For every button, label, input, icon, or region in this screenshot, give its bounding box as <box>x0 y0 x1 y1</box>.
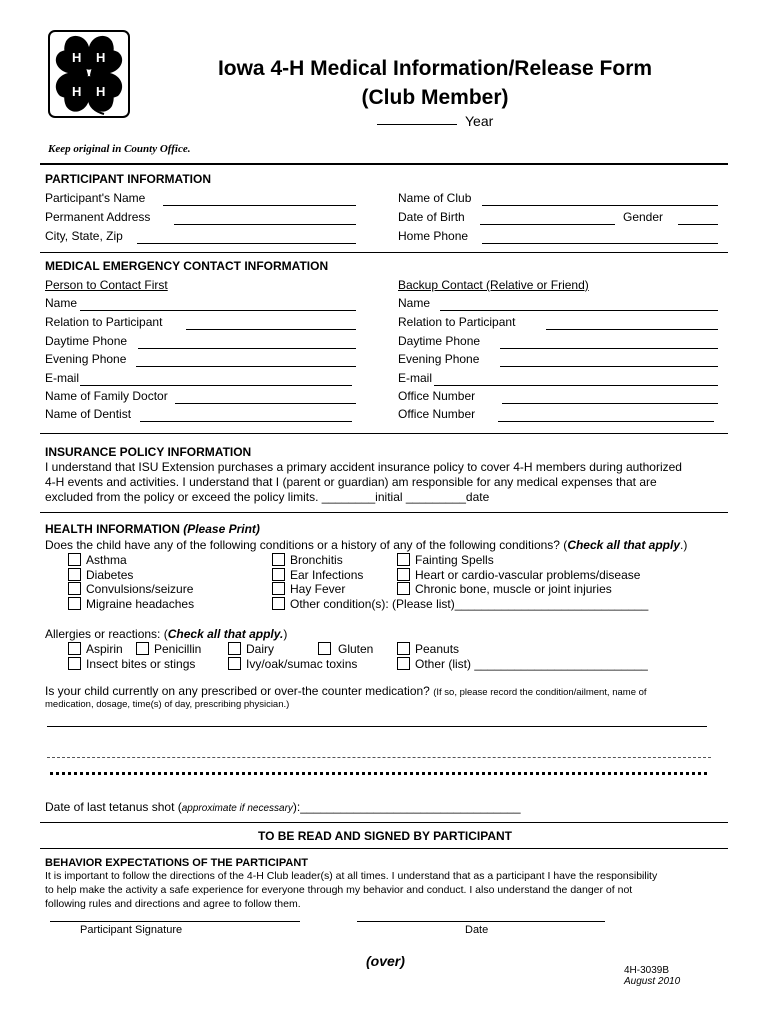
signature-date-label: Date <box>465 924 489 936</box>
medication-field-2[interactable] <box>47 757 711 758</box>
allergy-penicillin[interactable] <box>136 642 201 656</box>
insurance-text-2: 4-H events and activities. I understand that I (parent or guardian) am responsible for any medical expenses that are <box>45 475 657 489</box>
checkbox[interactable] <box>397 657 410 670</box>
condition-diabetes[interactable] <box>68 568 133 582</box>
behavior-text-1: It is important to follow the directions of the 4-H Club leader(s) at all times. I understand that as a participant I have the responsibility <box>45 870 658 882</box>
office-number-label: Office Number <box>398 389 476 403</box>
divider <box>40 822 728 823</box>
allergy-label: Gluten <box>338 642 374 656</box>
condition-hay-fever[interactable] <box>272 582 345 596</box>
signature-heading: TO BE READ AND SIGNED BY PARTICIPANT <box>257 829 513 843</box>
backup-relation-field[interactable] <box>546 329 718 330</box>
allergy-peanuts[interactable] <box>397 642 459 656</box>
condition-migraine[interactable] <box>68 597 194 611</box>
allergy-insect[interactable] <box>68 657 195 671</box>
insurance-text-1: I understand that ISU Extension purchases a primary accident insurance policy to cover 4-H members during authorized <box>45 460 682 474</box>
condition-label: Hay Fever <box>290 582 346 596</box>
checkbox[interactable] <box>397 568 410 581</box>
allergy-label: Aspirin <box>86 642 123 656</box>
tetanus-text: Date of last tetanus shot ( <box>45 800 182 814</box>
over-label: (over) <box>366 953 405 969</box>
divider <box>40 252 728 253</box>
year-label: Year <box>465 113 494 129</box>
health-heading-text: HEALTH INFORMATION <box>45 522 180 536</box>
medication-note: (If so, please record the condition/ailment, name of <box>433 687 647 698</box>
checkbox[interactable] <box>68 582 81 595</box>
health-question-close: .) <box>680 538 688 552</box>
allergies-check-note: Check all that apply. <box>167 627 284 641</box>
primary-email-label: E-mail <box>45 371 80 385</box>
dob-field[interactable] <box>480 224 615 225</box>
condition-asthma[interactable] <box>68 553 127 567</box>
primary-email-field[interactable] <box>80 385 352 386</box>
participant-signature-label: Participant Signature <box>80 924 183 936</box>
divider <box>40 433 728 434</box>
allergy-label: Other (list) __________________________ <box>415 657 648 671</box>
backup-eve-phone-label: Evening Phone <box>398 352 480 366</box>
medication-note-2: medication, dosage, time(s) of day, prescribing physician.) <box>45 699 290 710</box>
doctor-label: Name of Family Doctor <box>45 389 168 403</box>
checkbox[interactable] <box>68 553 81 566</box>
svg-text:H: H <box>96 84 106 99</box>
checkbox[interactable] <box>272 553 285 566</box>
office-number-field-2[interactable] <box>498 421 714 422</box>
health-heading <box>45 522 260 536</box>
condition-label: Other condition(s): (Please list)_____________________________ <box>290 597 649 611</box>
svg-text:H: H <box>72 50 82 65</box>
allergy-label: Dairy <box>246 642 275 656</box>
insurance-heading: INSURANCE POLICY INFORMATION <box>45 445 252 459</box>
checkbox[interactable] <box>68 642 81 655</box>
medication-field-3[interactable] <box>50 772 707 775</box>
emergency-heading: MEDICAL EMERGENCY CONTACT INFORMATION <box>45 259 329 273</box>
condition-other[interactable] <box>272 597 648 611</box>
divider <box>40 512 728 513</box>
office-number-field[interactable] <box>502 403 718 404</box>
home-phone-field[interactable] <box>482 243 718 244</box>
allergy-label: Peanuts <box>415 642 460 656</box>
year-line[interactable] <box>377 124 457 125</box>
allergy-other[interactable] <box>397 657 648 671</box>
condition-label: Heart or cardio-vascular problems/disease <box>415 568 641 582</box>
primary-day-phone-field[interactable] <box>138 348 356 349</box>
primary-contact-title: Person to Contact First <box>45 278 168 292</box>
backup-day-phone-field[interactable] <box>500 348 718 349</box>
medication-field-1[interactable] <box>47 726 707 727</box>
health-question-text: Does the child have any of the following conditions or a history of any of the following conditions? ( <box>45 538 568 552</box>
allergy-label: Penicillin <box>154 642 202 656</box>
keep-original-note: Keep original in County Office. <box>48 143 191 155</box>
dentist-label: Name of Dentist <box>45 407 132 421</box>
participant-heading: PARTICIPANT INFORMATION <box>45 172 211 186</box>
allergies-text: Allergies or reactions: ( <box>45 627 168 641</box>
tetanus-note: approximate if necessary <box>181 803 293 814</box>
dentist-field[interactable] <box>140 421 352 422</box>
allergy-label: Ivy/oak/sumac toxins <box>246 657 358 671</box>
dob-label: Date of Birth <box>398 210 465 224</box>
condition-label: Chronic bone, muscle or joint injuries <box>415 582 612 596</box>
gender-field[interactable] <box>678 224 718 225</box>
tetanus-field[interactable]: ):_________________________________ <box>292 800 521 814</box>
checkbox[interactable] <box>272 568 285 581</box>
checkbox[interactable] <box>228 657 241 670</box>
condition-label: Asthma <box>86 553 127 567</box>
health-heading-note: (Please Print) <box>183 522 260 536</box>
club-label: Name of Club <box>398 191 472 205</box>
svg-text:H: H <box>72 84 82 99</box>
primary-day-phone-label: Daytime Phone <box>45 334 128 348</box>
checkbox[interactable] <box>228 642 241 655</box>
allergies-label <box>45 627 287 641</box>
backup-relation-label: Relation to Participant <box>398 315 516 329</box>
signature-date-field[interactable] <box>357 921 605 922</box>
condition-label: Bronchitis <box>290 553 343 567</box>
insurance-text-3: excluded from the policy or exceed the policy limits. ________initial _________date <box>45 490 490 504</box>
doctor-field[interactable] <box>175 403 356 404</box>
participant-name-label: Participant's Name <box>45 191 146 205</box>
backup-name-field[interactable] <box>440 310 718 311</box>
divider <box>40 848 728 849</box>
condition-label: Ear Infections <box>290 568 364 582</box>
checkbox[interactable] <box>272 597 285 610</box>
city-label: City, State, Zip <box>45 229 123 243</box>
primary-name-field[interactable] <box>80 310 356 311</box>
address-label: Permanent Address <box>45 210 151 224</box>
allergies-close: ) <box>283 627 288 641</box>
backup-day-phone-label: Daytime Phone <box>398 334 481 348</box>
condition-label: Fainting Spells <box>415 553 494 567</box>
backup-email-field[interactable] <box>434 385 718 386</box>
behavior-text-3: following rules and directions and agree to follow them. <box>45 898 301 910</box>
checkbox[interactable] <box>272 582 285 595</box>
condition-heart[interactable] <box>397 568 640 582</box>
condition-fainting[interactable] <box>397 553 494 567</box>
form-title-line2: (Club Member) <box>361 86 509 109</box>
condition-label: Convulsions/seizure <box>86 582 194 596</box>
condition-bone[interactable] <box>397 582 612 596</box>
condition-convulsions[interactable] <box>68 582 193 596</box>
checkbox[interactable] <box>68 597 81 610</box>
checkbox[interactable] <box>68 568 81 581</box>
condition-label: Migraine headaches <box>86 597 195 611</box>
participant-name-field[interactable] <box>163 205 356 206</box>
four-h-clover-logo <box>48 30 130 118</box>
behavior-text-2: to help make the activity a safe experience for everyone through my behavior and conduct. I also understand the danger of not <box>45 884 633 896</box>
check-all-note: Check all that apply <box>567 538 681 552</box>
checkbox[interactable] <box>397 582 410 595</box>
condition-bronchitis[interactable] <box>272 553 343 567</box>
svg-text:H: H <box>96 50 106 65</box>
allergy-dairy[interactable] <box>228 642 274 656</box>
tetanus-label <box>45 800 521 814</box>
office-number-label-2: Office Number <box>398 407 476 421</box>
health-question <box>45 538 687 552</box>
allergy-ivy[interactable] <box>228 657 357 671</box>
allergy-gluten[interactable] <box>318 642 373 656</box>
condition-label: Diabetes <box>86 568 134 582</box>
primary-eve-phone-label: Evening Phone <box>45 352 127 366</box>
primary-relation-label: Relation to Participant <box>45 315 163 329</box>
divider <box>40 163 728 165</box>
participant-signature-field[interactable] <box>50 921 300 922</box>
form-title-line1: Iowa 4-H Medical Information/Release Form <box>217 57 653 80</box>
checkbox[interactable] <box>397 642 410 655</box>
checkbox[interactable] <box>136 642 149 655</box>
gender-label: Gender <box>623 210 664 224</box>
medication-question-text: Is your child currently on any prescribed or over-the counter medication? <box>45 684 430 698</box>
allergy-aspirin[interactable] <box>68 642 123 656</box>
allergy-label: Insect bites or stings <box>86 657 196 671</box>
checkbox[interactable] <box>318 642 331 655</box>
primary-relation-field[interactable] <box>186 329 356 330</box>
behavior-heading: BEHAVIOR EXPECTATIONS OF THE PARTICIPANT <box>45 857 308 869</box>
backup-eve-phone-field[interactable] <box>500 366 718 367</box>
home-phone-label: Home Phone <box>398 229 469 243</box>
medication-question <box>45 684 647 698</box>
address-field[interactable] <box>174 224 356 225</box>
condition-ear-infections[interactable] <box>272 568 363 582</box>
primary-eve-phone-field[interactable] <box>136 366 356 367</box>
backup-email-label: E-mail <box>398 371 433 385</box>
checkbox[interactable] <box>68 657 81 670</box>
checkbox[interactable] <box>397 553 410 566</box>
primary-name-label: Name <box>45 296 78 310</box>
form-date: August 2010 <box>624 976 681 987</box>
city-field[interactable] <box>137 243 356 244</box>
backup-name-label: Name <box>398 296 431 310</box>
backup-contact-title: Backup Contact (Relative or Friend) <box>398 278 589 292</box>
club-field[interactable] <box>482 205 718 206</box>
form-number: 4H-3039B <box>624 965 670 976</box>
